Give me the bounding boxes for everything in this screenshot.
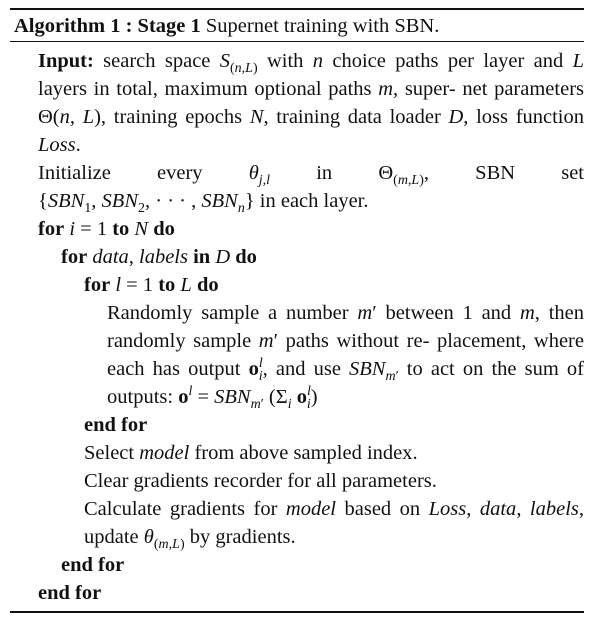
algorithm-title: Supernet training with SBN. [205,15,440,37]
algorithm-body [10,42,584,611]
end-for-data: end for [61,554,125,576]
end-for-layer: end for [84,414,148,436]
for-layer-line: for l = 1 to L do [84,274,219,296]
end-for-epoch: end for [38,582,102,604]
select-line: Select model from above sampled index. [84,442,418,464]
algorithm-label: Algorithm 1 : Stage 1 [14,15,201,37]
calculate-paragraph: Calculate gradients for model based on Loss, data, labels, update $\theta_{(m,L)}$ by gradients. [84,498,585,552]
bottom-rule [10,611,584,613]
sample-paragraph: Randomly sample a number m′ between 1 and m, then randomly sample m′ paths without re- placement, where each has output $o^l_i$, and use $SBN_{m'}$ to act on the sum of outputs: $o^l = SBN_{m'}$ ($\Sigma_i$ $o^l_i$) [107,302,585,412]
input-keyword: Input: [38,50,94,72]
input-paragraph: Input: search space $S_{(n,L)}$ with n choice paths per layer and L layers in total, maximum optional paths m, super- net parameters Θ(n, L), training epochs N, training data loader D, loss function Loss. [38,50,585,156]
algorithm-block [10,8,584,613]
for-data-line: for data, labels in D do [61,246,257,268]
clear-line: Clear gradients recorder for all parameters. [84,470,437,492]
initialize-line: Initialize every $\theta_{j,l}$ in $\Theta_{(m,L)}$, SBN set {$SBN_1$, $SBN_2$, · · · , $SBN_n$} in each layer. [38,162,584,216]
for-epoch-line: for i = 1 to N do [38,218,175,240]
algorithm-header [10,10,584,41]
